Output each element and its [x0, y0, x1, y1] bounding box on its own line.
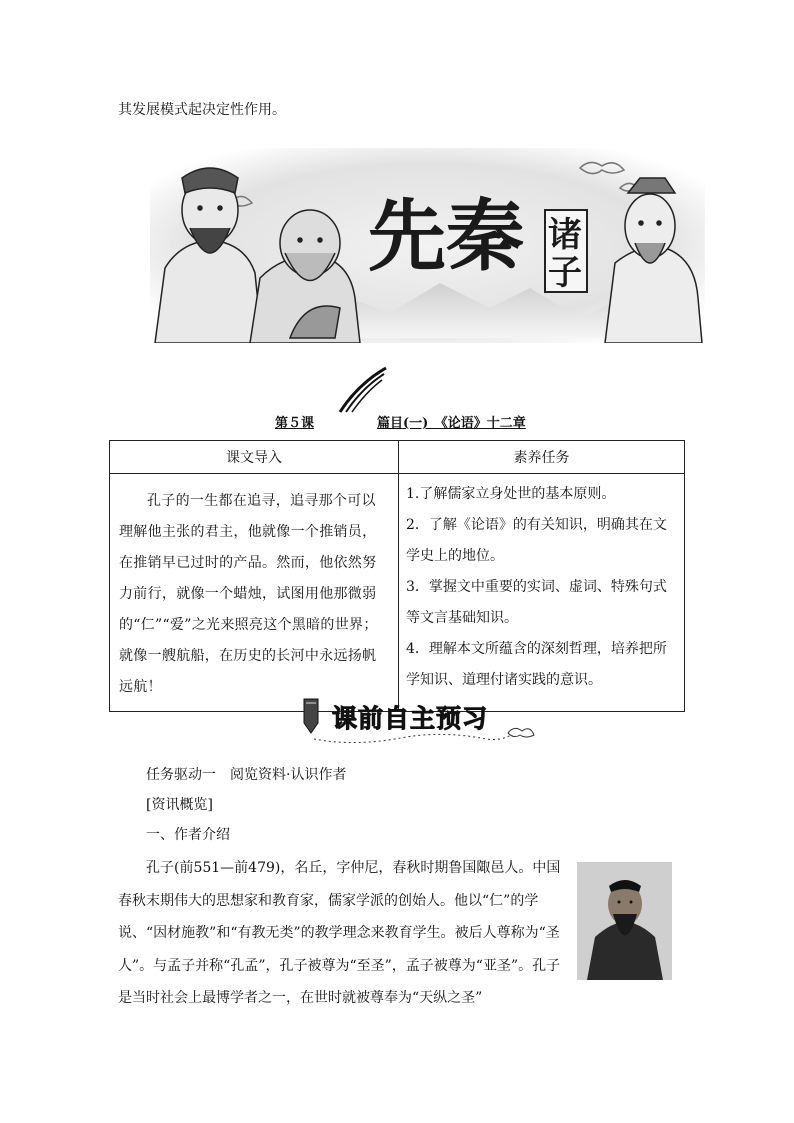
confucius-portrait	[577, 862, 672, 980]
brush-stroke-icon	[338, 366, 388, 414]
lesson-title: 篇目(一) 《论语》十二章	[377, 416, 526, 431]
task-item-3: 3．掌握文中重要的实词、虚词、特殊句式等文言基础知识。	[406, 579, 667, 626]
author-bio: 孔子(前551—前479)，名丘，字仲尼，春秋时期鲁国陬邑人。中国春秋末期伟大的思想家和教育家，儒家学派的创始人。他以“仁”的学说、“因材施教”和“有教无类”的教学理念来教育学生。被后人尊称为“圣人”。与孟子并称“孔孟”，孔子被尊为“至圣”，孟子被尊为“亚圣”。孔子是当时社会上最博学者之一，在世时就被尊奉为“天纵之圣”	[118, 860, 561, 1006]
task-item-4: 4．理解本文所蕴含的深刻哲理，培养把所学知识、道理付诸实践的意识。	[406, 641, 667, 688]
task-drive-heading: 任务驱动一 阅览资料·认识作者	[146, 767, 347, 783]
banner-title-big: 先秦	[368, 191, 525, 282]
task-item-2: 2．了解《论语》的有关知识，明确其在文学史上的地位。	[406, 517, 667, 564]
banner-title-box-1: 诸	[548, 215, 582, 255]
lesson-table	[109, 440, 685, 712]
preview-header	[296, 695, 536, 750]
lesson-heading	[110, 366, 686, 432]
banner-title-box-2: 子	[548, 253, 582, 293]
task-item-1: 1.了解儒家立身处世的基本原则。	[406, 486, 616, 502]
intro-text: 孔子的一生都在追寻，追寻那个可以理解他主张的君主，他就像一个推销员，在推销早已过时的产品。然而，他依然努力前行，就像一个蜡烛，试图用他那微弱的“仁”“爱”之光来照亮这个黑暗的世界；就像一艘航船，在历史的长河中永远扬帆远航！	[119, 493, 378, 695]
author-section-heading: 一、作者介绍	[146, 827, 230, 843]
banner-illustration	[150, 148, 705, 343]
lesson-number: 第５课	[275, 416, 315, 431]
header-tasks: 素养任务	[399, 441, 685, 474]
info-overview-label: [资讯概览]	[146, 797, 213, 813]
pre-qin-banner	[150, 148, 705, 343]
intro-cell	[110, 474, 399, 712]
portrait-image	[577, 862, 672, 980]
tasks-cell	[399, 474, 685, 712]
preview-title: 课前自主预习	[332, 704, 489, 733]
top-fragment-text: 其发展模式起决定性作用。	[118, 102, 286, 118]
header-intro: 课文导入	[110, 441, 399, 474]
